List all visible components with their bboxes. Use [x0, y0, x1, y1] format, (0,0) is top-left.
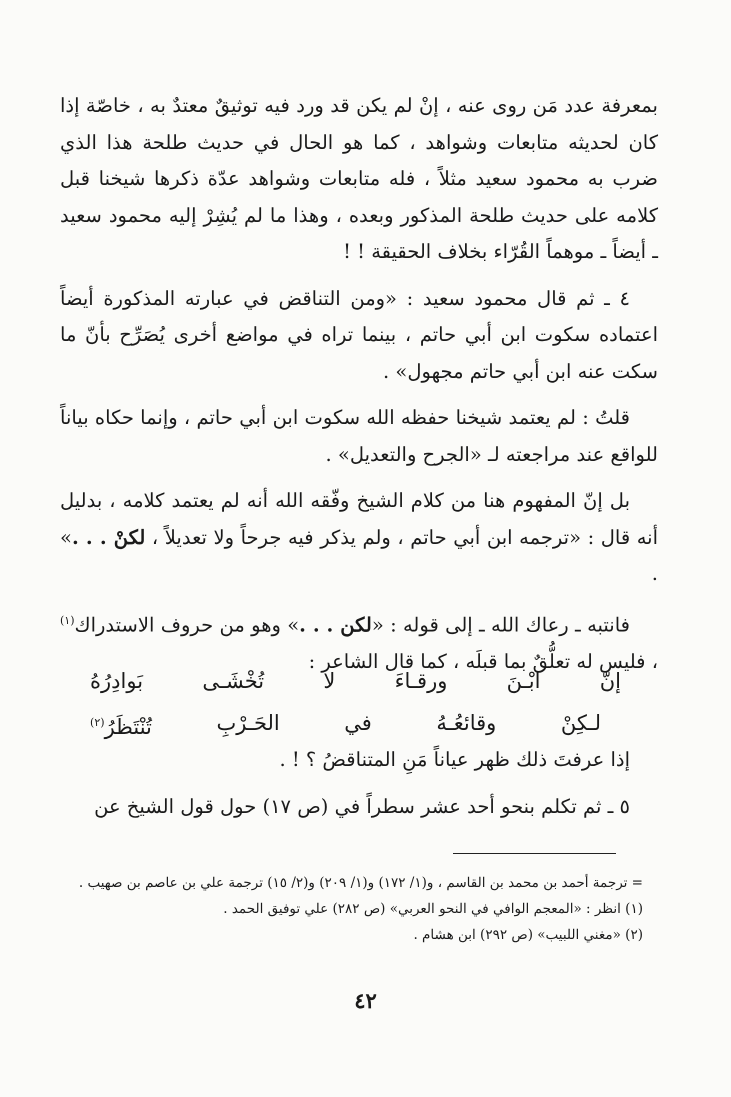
poem-word: لا: [323, 669, 336, 693]
paragraph-4-end: » .: [60, 525, 658, 585]
paragraph-5-text: فانتبه ـ رعاك الله ـ إلى قوله : «: [371, 613, 630, 636]
poem-line-2: [90, 702, 621, 744]
poem-word: إنّ: [599, 669, 621, 693]
paragraph-4-bold: لكنْ . . .: [71, 525, 146, 549]
paragraph-6: إذا عرفتَ ذلك ظهر عياناً مَنِ المتناقضُ ؟ ! .: [279, 748, 630, 771]
paragraph-5-end: ، فليس له تعلُّقٌ بما قبلَه ، كما قال الشاعر :: [308, 649, 658, 673]
poem-word: ورقـاءَ: [394, 669, 448, 693]
poem-line-1: [90, 660, 621, 702]
poem-word-last: [90, 702, 152, 744]
page-number: ٤٢: [354, 988, 377, 1013]
footnote-2: (٢) «مغني اللبيب» (ص ٢٩٢) ابن هشام .: [413, 927, 643, 943]
poem-word: وقائعُـهُ: [436, 711, 497, 735]
poem-word: ابْـنَ: [506, 669, 541, 693]
poem: [90, 660, 621, 744]
poem-word: تُخْشَـى: [202, 669, 265, 693]
paragraph-1: بمعرفة عدد مَن روى عنه ، إنْ لم يكن قد ورد فيه توثيقٌ معتدٌ به ، خاصّة إذا كان لحديثه متابعات وشواهد ، كما هو الحال في حديث طلحة هذا الذي ضرب به محمود سعيد مثلاً ، فله متابعات وشواهد عدّة ذكرها شيخنا قبل كلامه على حديث طلحة المذكور وبعده ، وهذا ما لم يُشِرْ إليه محمود سعيد ـ أيضاً ـ موهماً القُرّاء بخلاف الحقيقة ! !: [60, 94, 658, 263]
footnote-ref-2: (٢): [90, 716, 105, 729]
footnotes: [60, 870, 643, 948]
paragraph-7: ٥ ـ ثم تكلم بنحو أحد عشر سطراً في (ص ١٧) حول قول الشيخ عن: [94, 794, 630, 818]
poem-word: لـكِنْ: [560, 711, 601, 735]
paragraph-5-mid: » وهو من حروف الاستدراك: [74, 613, 300, 636]
paragraph-2: ٤ ـ ثم قال محمود سعيد : «ومن التناقض في عبارته المذكورة أيضاً اعتماده سكوت ابن أبي حاتم ، بينما تراه في مواضع أخرى يُصَرِّح بأنّ ما سكت عنه ابن أبي حاتم مجهول» .: [60, 286, 658, 383]
paragraph-5-bold: لكن . . .: [299, 613, 372, 636]
main-text-continued: [60, 742, 658, 835]
footnote-ref-1: (١): [60, 613, 75, 627]
paragraph-3: قلتُ : لم يعتمد شيخنا حفظه الله سكوت ابن أبي حاتم ، وإنما حكاه بياناً للواقع عند مراجعته لـ «الجرح والتعديل» .: [60, 406, 658, 466]
poem-word: بَوادِرُهُ: [90, 669, 144, 693]
main-text: [60, 88, 658, 690]
footnote-separator: [453, 853, 616, 854]
paragraph-4-text: بل إنّ المفهوم هنا من كلام الشيخ وفّقه الله أنه لم يعتمد كلامه ، بدليل أنه قال : «ترجمه ابن أبي حاتم ، ولم يذكر فيه جرحاً ولا تعديلاً ،: [60, 489, 659, 549]
paragraph-4: [60, 483, 658, 593]
poem-word: تُنْتَظَرُ: [104, 715, 152, 739]
poem-word: الحَـرْبِ: [216, 711, 280, 735]
footnote-1: (١) انظر : «المعجم الوافي في النحو العربي» (ص ٢٨٢) علي توفيق الحمد .: [223, 901, 643, 917]
footnote-continuation: = ترجمة أحمد بن محمد بن القاسم ، و(١/ ١٧٢) و(١/ ٢٠٩) و(٢/ ١٥) ترجمة علي بن عاصم بن صهيب .: [78, 875, 643, 891]
poem-word: في: [344, 711, 372, 735]
